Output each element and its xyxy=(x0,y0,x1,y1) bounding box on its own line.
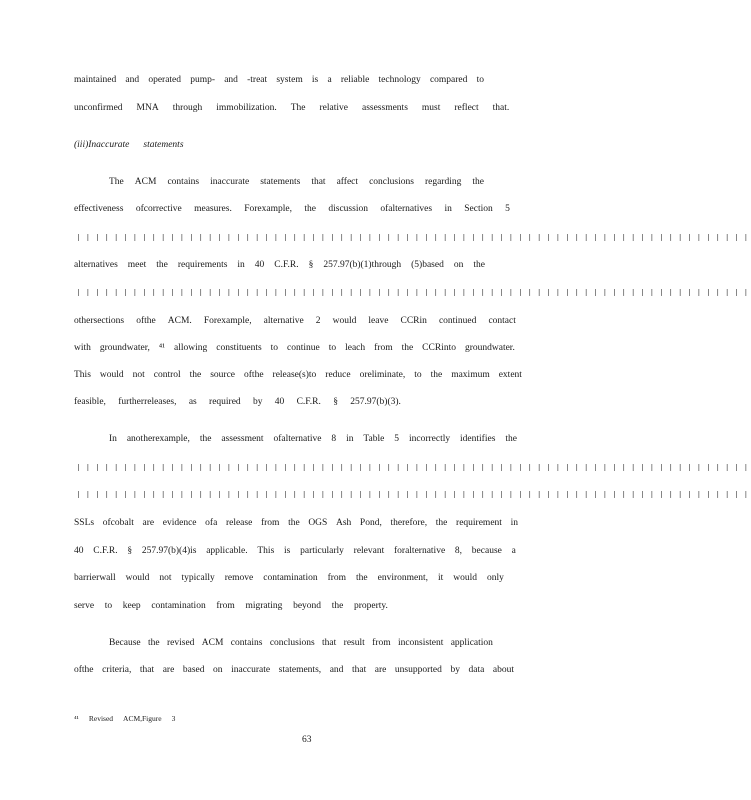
word: immobilization. xyxy=(216,103,277,113)
word: § xyxy=(308,260,314,270)
word: typically xyxy=(181,573,215,583)
word: groundwater, xyxy=(99,343,150,353)
word: statements xyxy=(260,177,301,187)
word: assessment xyxy=(221,434,264,444)
word: requirements xyxy=(177,260,228,270)
word: (5)based xyxy=(411,260,444,270)
word: conclusions xyxy=(369,177,414,187)
text-line xyxy=(109,176,484,188)
word: relevant xyxy=(353,546,385,556)
word: in xyxy=(346,434,354,444)
word: therefore, xyxy=(390,518,428,528)
word: the xyxy=(331,601,344,611)
word: groundwater. xyxy=(464,343,515,353)
word: 8 xyxy=(331,434,337,444)
word: inconsistent xyxy=(397,638,444,648)
word: particularly xyxy=(300,546,344,556)
word: on xyxy=(453,260,464,270)
word: 257.97(b)(4)is xyxy=(141,546,197,556)
word: CCRin xyxy=(400,316,427,326)
footnote-mark: ⁴¹ xyxy=(74,714,79,723)
word: control xyxy=(153,370,181,380)
word: C.F.R. xyxy=(274,260,299,270)
word: would xyxy=(99,370,124,380)
word: to xyxy=(476,75,484,85)
word: ㆐㆐㆐㆐㆐㆐㆐㆐㆐㆐㆐㆐㆐㆐㆐㆐㆐㆐㆐㆐㆐㆐㆐㆐㆐㆐㆐㆐㆐㆐㆐㆐㆐㆐㆐㆐㆐㆐㆐㆐㆐㆐㆐㆐㆐㆐㆐㆐㆐㆐㆐㆐㆐㆐㆐㆐㆐㆐㆐㆐㆐㆐㆐㆐㆐㆐㆐㆐㆐㆐㆐㆐ xyxy=(74,463,751,473)
word: furtherreleases, xyxy=(118,397,177,407)
word: extent xyxy=(498,370,522,380)
word: criteria, xyxy=(102,665,132,675)
word: would xyxy=(332,316,357,326)
word: the xyxy=(199,434,212,444)
word: ㆐㆐㆐㆐㆐㆐㆐㆐㆐㆐㆐㆐㆐㆐㆐㆐㆐㆐㆐㆐㆐㆐㆐㆐㆐㆐㆐㆐㆐㆐㆐㆐㆐㆐㆐㆐㆐㆐㆐㆐㆐㆐㆐㆐㆐㆐㆐㆐㆐㆐㆐㆐㆐㆐㆐㆐㆐㆐㆐㆐㆐㆐㆐㆐㆐㆐㆐㆐㆐㆐㆐㆐ xyxy=(74,288,751,298)
text-line xyxy=(74,342,515,354)
word: the xyxy=(189,370,202,380)
word: C.F.R. xyxy=(93,546,118,556)
word: ACM xyxy=(201,638,224,648)
text-line xyxy=(74,74,484,86)
word: and xyxy=(125,75,140,85)
word: inaccurate xyxy=(210,177,250,187)
word: because xyxy=(471,546,502,556)
word: the xyxy=(304,204,316,214)
word: barrierwall xyxy=(74,573,116,583)
word: system xyxy=(276,75,303,85)
word: the xyxy=(505,434,517,444)
word: ofa xyxy=(205,518,218,528)
word: allowing xyxy=(174,343,208,353)
word: contains xyxy=(167,177,200,187)
word: applicable. xyxy=(206,546,248,556)
word: unsupported xyxy=(394,665,442,675)
word: 40 xyxy=(254,260,265,270)
word: compared xyxy=(429,75,468,85)
word: unconfirmed xyxy=(74,103,123,113)
word: to xyxy=(414,370,422,380)
word: would xyxy=(453,573,478,583)
page-number: 63 xyxy=(302,735,312,745)
word: ofcobalt xyxy=(102,518,134,528)
text-line xyxy=(74,369,522,381)
word: on xyxy=(213,665,223,675)
word: pump- xyxy=(190,75,216,85)
word: 2 xyxy=(315,316,321,326)
word: oreliminate, xyxy=(359,370,406,380)
word: it xyxy=(438,573,444,583)
word: § xyxy=(127,546,133,556)
text-line xyxy=(74,572,504,584)
word: in xyxy=(237,260,245,270)
footnote-word: 3 xyxy=(171,714,176,723)
word: ACM. xyxy=(167,316,192,326)
word: keep xyxy=(122,601,141,611)
text-line xyxy=(74,102,510,114)
text-line xyxy=(74,396,401,408)
word: (iii)Inaccurate xyxy=(74,140,130,150)
text-line xyxy=(74,600,388,612)
word: In xyxy=(109,434,117,444)
word: from xyxy=(372,638,391,648)
word: SSLs xyxy=(74,518,95,528)
word: contamination xyxy=(151,601,206,611)
word: a xyxy=(511,546,516,556)
footnote xyxy=(74,714,185,723)
word: statements xyxy=(143,140,184,150)
word: constituents xyxy=(216,343,262,353)
word: the xyxy=(473,260,485,270)
word: a xyxy=(327,75,332,85)
word: § xyxy=(333,397,338,407)
word: regarding xyxy=(424,177,462,187)
footnote-word: ACM,Figure xyxy=(123,714,162,723)
word: in xyxy=(444,204,452,214)
word: only xyxy=(487,573,504,583)
word: incorrectly xyxy=(408,434,451,444)
word: to xyxy=(328,343,337,353)
word: the xyxy=(288,518,300,528)
word: affect xyxy=(336,177,359,187)
word: application xyxy=(450,638,493,648)
word: discussion xyxy=(328,204,368,214)
text-line xyxy=(74,259,485,271)
word: to xyxy=(104,601,113,611)
word: maintained xyxy=(74,75,117,85)
word: 40 xyxy=(274,397,285,407)
word: Because xyxy=(109,638,141,648)
word: maximum xyxy=(451,370,490,380)
word: foralternative xyxy=(394,546,446,556)
word: inaccurate xyxy=(231,665,271,675)
text-line xyxy=(74,462,751,474)
word: This xyxy=(257,546,275,556)
word: measures. xyxy=(194,204,232,214)
word: operated xyxy=(148,75,182,85)
word: leave xyxy=(368,316,389,326)
word: source xyxy=(210,370,236,380)
word: OGS xyxy=(308,518,328,528)
word: 257.97(b)(1)through xyxy=(323,260,402,270)
word: required xyxy=(209,397,241,407)
word: must xyxy=(421,103,441,113)
word: ⁴¹ xyxy=(158,343,166,353)
word: Pond, xyxy=(359,518,382,528)
word: release xyxy=(225,518,253,528)
footnote-word: Revised xyxy=(88,714,114,723)
word: and xyxy=(224,75,238,85)
word: from xyxy=(327,573,347,583)
word: reflect xyxy=(454,103,479,113)
word: by xyxy=(252,397,263,407)
word: meet xyxy=(127,260,147,270)
text-line xyxy=(74,545,516,557)
word: ACM xyxy=(134,177,157,187)
word: migrating xyxy=(245,601,283,611)
word: the xyxy=(472,177,484,187)
word: about xyxy=(492,665,514,675)
word: The xyxy=(109,177,124,187)
word: is xyxy=(284,546,291,556)
word: property. xyxy=(353,601,388,611)
word: continued xyxy=(438,316,477,326)
word: that xyxy=(351,665,367,675)
word: 257.97(b)(3). xyxy=(350,397,401,407)
word: remove xyxy=(224,573,254,583)
word: CCRinto xyxy=(422,343,456,353)
text-line xyxy=(74,517,518,529)
word: through xyxy=(172,103,203,113)
text-line xyxy=(74,287,751,299)
word: ofthe xyxy=(244,370,264,380)
word: and xyxy=(329,665,344,675)
word: beyond xyxy=(293,601,322,611)
word: to xyxy=(270,343,279,353)
word: Table xyxy=(363,434,385,444)
word: 5 xyxy=(394,434,400,444)
word: from xyxy=(216,601,235,611)
word: feasible, xyxy=(74,397,106,407)
word: serve xyxy=(74,601,95,611)
word: revised xyxy=(166,638,195,648)
word: not xyxy=(132,370,145,380)
word: by xyxy=(450,665,460,675)
word: that xyxy=(139,665,155,675)
word: Forexample, xyxy=(244,204,292,214)
word: the xyxy=(401,343,414,353)
word: requirement xyxy=(456,518,502,528)
word: ofalternatives xyxy=(380,204,433,214)
word: MNA xyxy=(136,103,159,113)
word: would xyxy=(125,573,150,583)
word: reliable xyxy=(340,75,370,85)
word: ㆐㆐㆐㆐㆐㆐㆐㆐㆐㆐㆐㆐㆐㆐㆐㆐㆐㆐㆐㆐㆐㆐㆐㆐㆐㆐㆐㆐㆐㆐㆐㆐㆐㆐㆐㆐㆐㆐㆐㆐㆐㆐㆐㆐㆐㆐㆐㆐㆐㆐㆐㆐㆐㆐㆐㆐㆐㆐㆐㆐㆐㆐㆐㆐㆐㆐㆐㆐㆐㆐㆐㆐ xyxy=(74,490,751,500)
word: conclusions xyxy=(269,638,315,648)
word: with xyxy=(74,343,91,353)
word: environment, xyxy=(377,573,429,583)
word: ofalternative xyxy=(273,434,322,444)
word: othersections xyxy=(74,316,125,326)
word: relative xyxy=(319,103,348,113)
word: data xyxy=(468,665,485,675)
word: that xyxy=(322,638,337,648)
word: effectiveness xyxy=(74,204,124,214)
word: the xyxy=(148,638,160,648)
word: based xyxy=(182,665,205,675)
word: statements, xyxy=(278,665,322,675)
word: reduce xyxy=(325,370,351,380)
word: the xyxy=(435,518,448,528)
text-line xyxy=(74,315,516,327)
word: This xyxy=(74,370,91,380)
text-line xyxy=(74,203,510,215)
word: that xyxy=(311,177,326,187)
word: result xyxy=(343,638,365,648)
word: C.F.R. xyxy=(296,397,321,407)
word: identifies xyxy=(460,434,496,444)
word: 5 xyxy=(505,204,510,214)
text-line xyxy=(109,433,517,445)
text-line xyxy=(74,232,751,244)
word: in xyxy=(510,518,518,528)
word: that. xyxy=(492,103,510,113)
text-line xyxy=(74,489,751,501)
word: technology xyxy=(378,75,421,85)
word: Section xyxy=(464,204,493,214)
word: not xyxy=(159,573,172,583)
word: release(s)to xyxy=(272,370,317,380)
word: contact xyxy=(488,316,516,326)
word: continue xyxy=(287,343,320,353)
word: alternative xyxy=(263,316,304,326)
text-line xyxy=(74,139,188,151)
text-line xyxy=(109,637,493,649)
word: contains xyxy=(230,638,263,648)
word: evidence xyxy=(162,518,197,528)
word: ofcorrective xyxy=(135,204,182,214)
word: anotherexample, xyxy=(126,434,190,444)
word: leach xyxy=(345,343,366,353)
word: -treat xyxy=(247,75,268,85)
word: the xyxy=(356,573,368,583)
word: are xyxy=(142,518,155,528)
word: ofthe xyxy=(74,665,94,675)
word: assessments xyxy=(361,103,408,113)
word: from xyxy=(374,343,393,353)
word: 8, xyxy=(454,546,463,556)
word: from xyxy=(260,518,280,528)
word: alternatives xyxy=(74,260,118,270)
word: contamination xyxy=(263,573,318,583)
word: Forexample, xyxy=(203,316,252,326)
word: Ash xyxy=(335,518,352,528)
word: The xyxy=(290,103,306,113)
word: are xyxy=(374,665,387,675)
word: ofthe xyxy=(136,316,156,326)
word: the xyxy=(430,370,443,380)
word: as xyxy=(188,397,197,407)
word: are xyxy=(162,665,175,675)
word: ㆐㆐㆐㆐㆐㆐㆐㆐㆐㆐㆐㆐㆐㆐㆐㆐㆐㆐㆐㆐㆐㆐㆐㆐㆐㆐㆐㆐㆐㆐㆐㆐㆐㆐㆐㆐㆐㆐㆐㆐㆐㆐㆐㆐㆐㆐㆐㆐㆐㆐㆐㆐㆐㆐㆐㆐㆐㆐㆐㆐㆐㆐㆐㆐㆐㆐㆐㆐㆐㆐㆐㆐ xyxy=(74,233,751,243)
word: 40 xyxy=(74,546,84,556)
text-line xyxy=(74,664,514,676)
word: the xyxy=(156,260,168,270)
word: is xyxy=(311,75,319,85)
